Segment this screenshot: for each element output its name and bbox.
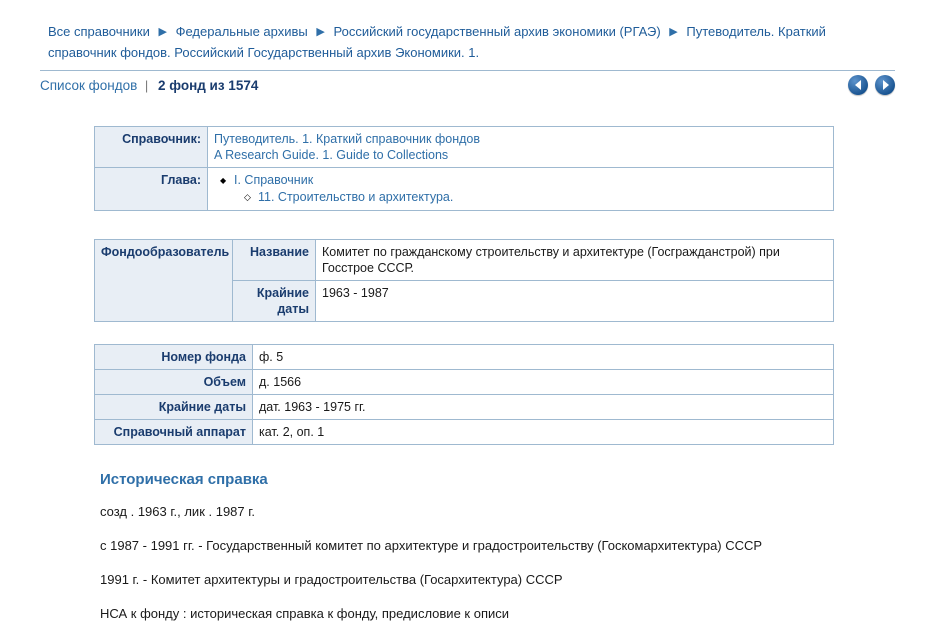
arrow-left-icon — [854, 80, 863, 90]
founder-dates-label: Крайние даты — [233, 281, 316, 322]
history-section — [94, 471, 884, 622]
chapter-link-level2[interactable]: 11. Строительство и архитектура. — [258, 190, 454, 204]
history-paragraph: НСА к фонду : историческая справка к фонду, предисловие к описи — [100, 606, 510, 621]
table-row — [95, 240, 834, 281]
guide-value — [208, 127, 834, 168]
arrow-right-icon — [881, 80, 890, 90]
breadcrumb-item-rgae[interactable]: Российский государственный архив экономики (РГАЭ) — [333, 24, 661, 39]
list-item — [214, 189, 827, 206]
chevron-right-icon: ▶ — [669, 26, 678, 38]
fund-table — [94, 344, 834, 445]
subheader — [0, 71, 935, 104]
history-paragraph: 1991 г. - Комитет архитектуры и градостроительства (Госархитектура) СССР — [100, 572, 563, 587]
breadcrumb-item-federal-archives[interactable]: Федеральные архивы — [175, 24, 308, 39]
table-row — [95, 127, 834, 168]
fund-volume-value: д. 1566 — [253, 370, 834, 395]
fund-apparatus-value: кат. 2, оп. 1 — [253, 420, 834, 445]
list-item — [214, 172, 827, 189]
next-record-button[interactable] — [875, 75, 895, 95]
history-paragraph: созд . 1963 г., лик . 1987 г. — [100, 504, 256, 519]
chevron-right-icon: ▶ — [158, 26, 167, 38]
fund-number-value: ф. 5 — [253, 345, 834, 370]
chevron-right-icon: ▶ — [316, 26, 325, 38]
table-row — [95, 395, 834, 420]
fund-dates-value: дат. 1963 - 1975 гг. — [253, 395, 834, 420]
fund-dates-label: Крайние даты — [95, 395, 253, 420]
guide-title-en: A Research Guide. 1. Guide to Collections — [214, 148, 449, 162]
founder-name-value: Комитет по гражданскому строительству и архитектуре (Госгражданстрой) при Госстрое СССР. — [316, 240, 834, 281]
history-paragraph: с 1987 - 1991 гг. - Государственный комитет по архитектуре и градостроительству (Госкомархитектура) СССР — [100, 538, 763, 553]
breadcrumb-item-current: Путеводитель. Краткий справочник фондов. Российский Государственный архив Экономики. 1. — [48, 24, 826, 60]
breadcrumb-item-all-guides[interactable]: Все справочники — [48, 24, 150, 39]
chapter-link-level1[interactable]: I. Справочник — [234, 173, 314, 187]
fund-section — [94, 344, 834, 445]
prev-record-button[interactable] — [848, 75, 868, 95]
chapter-list — [214, 172, 827, 206]
table-row — [95, 370, 834, 395]
guide-section — [94, 126, 834, 211]
record-counter: 2 фонд из 1574 — [157, 78, 259, 93]
founder-dates-value: 1963 - 1987 — [316, 281, 834, 322]
chapter-label: Глава: — [95, 168, 208, 211]
founder-name-label: Название — [233, 240, 316, 281]
founder-table — [94, 239, 834, 322]
fund-number-label: Номер фонда — [95, 345, 253, 370]
table-row — [95, 420, 834, 445]
founder-row-label: Фондообразователь — [95, 240, 233, 322]
breadcrumb — [0, 0, 935, 66]
founder-section — [94, 239, 834, 322]
fund-apparatus-label: Справочный аппарат — [95, 420, 253, 445]
history-title: Историческая справка — [100, 471, 268, 488]
table-row — [95, 345, 834, 370]
chapter-value — [208, 168, 834, 211]
subheader-divider: | — [144, 78, 149, 93]
guide-table — [94, 126, 834, 211]
guide-title-link[interactable]: Путеводитель. 1. Краткий справочник фондов — [214, 132, 481, 146]
fund-volume-label: Объем — [95, 370, 253, 395]
table-row — [95, 168, 834, 211]
guide-label: Справочник: — [95, 127, 208, 168]
pager-controls — [848, 75, 895, 95]
fund-list-link[interactable]: Список фондов — [40, 78, 138, 93]
